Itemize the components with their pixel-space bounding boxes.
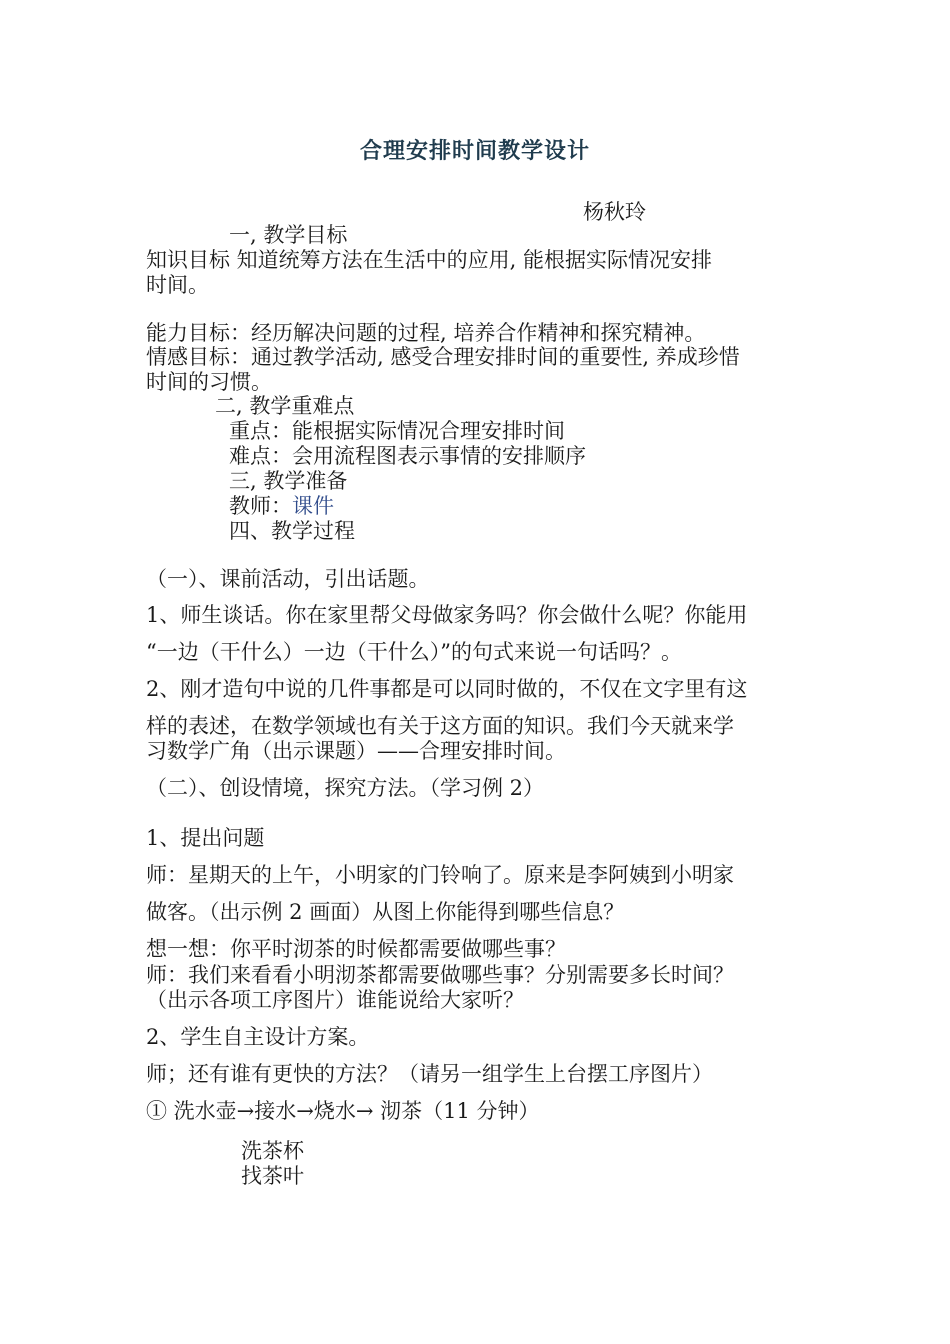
section-heading-goals: 一, 教学目标 bbox=[229, 223, 348, 247]
plan-sub-step-find-tea: 找茶叶 bbox=[241, 1164, 304, 1188]
paragraph-2-line-2: 样的表述，在数学领域也有关于这方面的知识。我们今天就来学 bbox=[146, 714, 734, 738]
section-heading-key-points: 二, 教学重难点 bbox=[215, 394, 355, 418]
teacher-preparation bbox=[229, 493, 334, 519]
knowledge-goal-line-1: 知识目标 知道统筹方法在生活中的应用, 能根据实际情况安排 bbox=[146, 248, 713, 272]
emotion-goal-line-2: 时间的习惯。 bbox=[146, 370, 272, 394]
think-prompt: 想一想：你平时沏茶的时候都需要做哪些事？ bbox=[146, 937, 566, 961]
difficult-point: 难点：会用流程图表示事情的安排顺序 bbox=[229, 444, 586, 468]
teacher-line-2: 做客。（出示例 2 画面）从图上你能得到哪些信息？ bbox=[146, 900, 625, 924]
teacher-line-3: 师；还有谁有更快的方法？（请另一组学生上台摆工序图片） bbox=[146, 1062, 713, 1086]
courseware-link[interactable]: 课件 bbox=[292, 494, 334, 518]
teacher-prep-label: 教师： bbox=[229, 494, 292, 518]
author-name: 杨秋玲 bbox=[583, 200, 646, 224]
plan-sub-step-wash-cups: 洗茶杯 bbox=[241, 1139, 304, 1163]
step-2-heading: 2、学生自主设计方案。 bbox=[146, 1025, 370, 1049]
teacher-question-line-2: （出示各项工序图片）谁能说给大家听？ bbox=[146, 988, 524, 1012]
emotion-goal-line-1: 情感目标：通过教学活动, 感受合理安排时间的重要性, 养成珍惜 bbox=[146, 345, 740, 369]
section-heading-process: 四、教学过程 bbox=[229, 519, 355, 543]
paragraph-1-line-1: 1、师生谈话。你在家里帮父母做家务吗？你会做什么呢？你能用 bbox=[146, 603, 748, 627]
paragraph-1-line-2: “一边（干什么）一边（干什么）”的句式来说一句话吗？。 bbox=[146, 640, 682, 664]
knowledge-goal-line-2: 时间。 bbox=[146, 273, 209, 297]
part2-heading: （二）、创设情境，探究方法。（学习例 2） bbox=[146, 776, 545, 800]
step-1-heading: 1、提出问题 bbox=[146, 826, 265, 850]
teacher-line-1: 师：星期天的上午，小明家的门铃响了。原来是李阿姨到小明家 bbox=[146, 863, 734, 887]
paragraph-2-line-3: 习数学广角（出示课题）——合理安排时间。 bbox=[146, 739, 566, 763]
teacher-question-line-1: 师：我们来看看小明沏茶都需要做哪些事？分别需要多长时间？ bbox=[146, 963, 734, 987]
key-point: 重点：能根据实际情况合理安排时间 bbox=[229, 419, 565, 443]
paragraph-2-line-1: 2、刚才造句中说的几件事都是可以同时做的，不仅在文字里有这 bbox=[146, 677, 748, 701]
ability-goal: 能力目标：经历解决问题的过程, 培养合作精神和探究精神。 bbox=[146, 321, 706, 345]
part1-heading: （一）、课前活动，引出话题。 bbox=[146, 567, 430, 591]
plan-1-flow: ① 洗水壶→接水→烧水→ 沏茶（11 分钟） bbox=[146, 1099, 540, 1123]
document-title: 合理安排时间教学设计 bbox=[359, 138, 590, 164]
section-heading-preparation: 三, 教学准备 bbox=[229, 469, 348, 493]
